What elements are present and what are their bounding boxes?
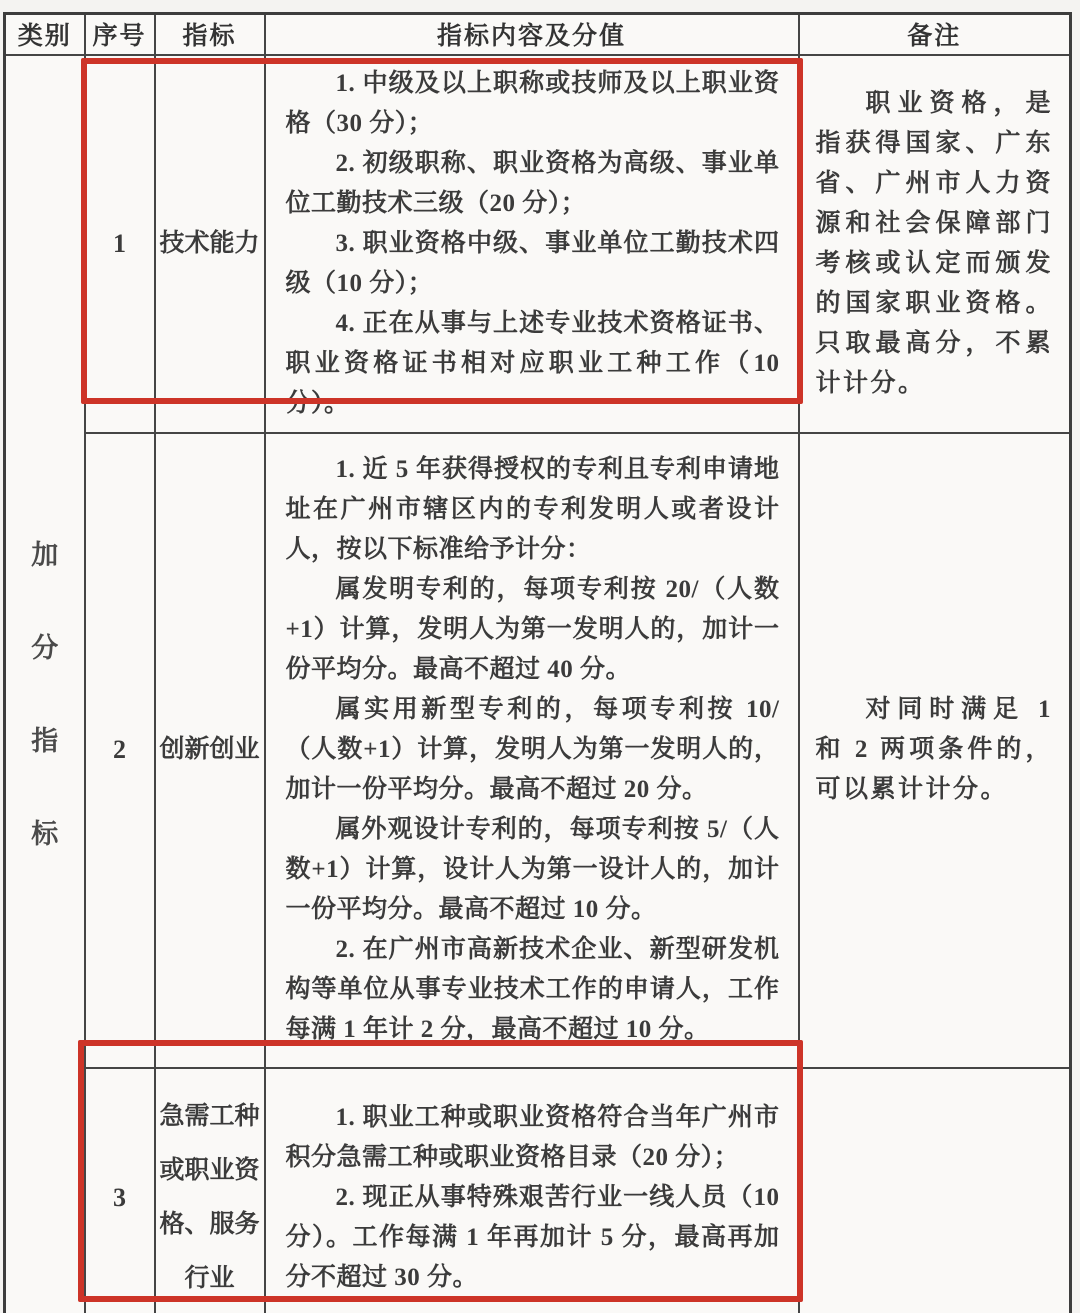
category-char: 加 bbox=[31, 539, 59, 570]
table-header-row bbox=[5, 14, 1071, 55]
category-cell-bonus-indicators bbox=[5, 55, 85, 1313]
table-row-innovation bbox=[5, 433, 1071, 1068]
content-paragraph: 属外观设计专利的，每项专利按 5/（人数+1）计算，设计人为第一设计人的，加计一份平均分。最高不超过 10 分。 bbox=[285, 816, 780, 923]
header-cell-remark: 备注 bbox=[799, 14, 1071, 55]
content-paragraph: 2. 现正从事特殊艰苦行业一线人员（10 分）。工作每满 1 年再加计 5 分，最高再加分不超过 30 分。 bbox=[285, 1184, 780, 1292]
remark-cell bbox=[799, 433, 1071, 1068]
row-number: 2 bbox=[85, 433, 155, 1068]
category-char: 标 bbox=[31, 818, 59, 849]
header-cell-indicator: 指标 bbox=[155, 14, 265, 55]
indicator-content bbox=[265, 433, 799, 1068]
remark-text: 职业资格，是指获得国家、广东省、广州市人力资源和社会保障部门考核或认定而颁发的国家职业资格。只取最高分，不累计计分。 bbox=[815, 89, 1053, 397]
category-char: 指 bbox=[31, 725, 59, 756]
remark-cell-empty bbox=[799, 1068, 1071, 1313]
content-paragraph: 4. 正在从事与上述专业技术资格证书、职业资格证书相对应职业工种工作（10 分）。 bbox=[285, 309, 780, 417]
content-paragraph: 2. 在广州市高新技术企业、新型研发机构等单位从事专业技术工作的申请人，工作每满 1 年计 2 分，最高不超过 10 分。 bbox=[285, 936, 780, 1043]
row-number: 1 bbox=[85, 55, 155, 433]
content-paragraph: 1. 近 5 年获得授权的专利且专利申请地址在广州市辖区内的专利发明人或者设计人，按以下标准给予计分： bbox=[285, 456, 780, 563]
table-row-urgent-occupations bbox=[5, 1068, 1071, 1313]
content-paragraph: 3. 职业资格中级、事业单位工勤技术四级（10 分）； bbox=[285, 229, 780, 297]
header-cell-number: 序号 bbox=[85, 14, 155, 55]
remark-text: 对同时满足 1 和 2 两项条件的，可以累计计分。 bbox=[815, 696, 1053, 803]
points-indicator-table bbox=[3, 12, 1072, 1313]
content-paragraph: 属发明专利的，每项专利按 20/（人数+1）计算，发明人为第一发明人的，加计一份平均分。最高不超过 40 分。 bbox=[285, 576, 780, 683]
content-paragraph: 1. 中级及以上职称或技师及以上职业资格（30 分）； bbox=[285, 69, 780, 137]
indicator-name: 技术能力 bbox=[155, 55, 265, 433]
indicator-name: 创新创业 bbox=[155, 433, 265, 1068]
category-vertical-label bbox=[6, 533, 84, 851]
indicator-content bbox=[265, 1068, 799, 1313]
table-row-technical-ability bbox=[5, 55, 1071, 433]
indicator-content bbox=[265, 55, 799, 433]
indicator-name: 急需工种或职业资格、服务行业 bbox=[155, 1068, 265, 1313]
content-paragraph: 1. 职业工种或职业资格符合当年广州市积分急需工种或职业资格目录（20 分）； bbox=[285, 1104, 780, 1172]
header-cell-content: 指标内容及分值 bbox=[265, 14, 799, 55]
content-paragraph: 属实用新型专利的，每项专利按 10/（人数+1）计算，发明人为第一发明人的，加计一份平均分。最高不超过 20 分。 bbox=[285, 696, 780, 803]
content-paragraph: 2. 初级职称、职业资格为高级、事业单位工勤技术三级（20 分）； bbox=[285, 149, 780, 217]
remark-cell bbox=[799, 55, 1071, 433]
category-char: 分 bbox=[31, 632, 59, 663]
row-number: 3 bbox=[85, 1068, 155, 1313]
header-cell-category: 类别 bbox=[5, 14, 85, 55]
